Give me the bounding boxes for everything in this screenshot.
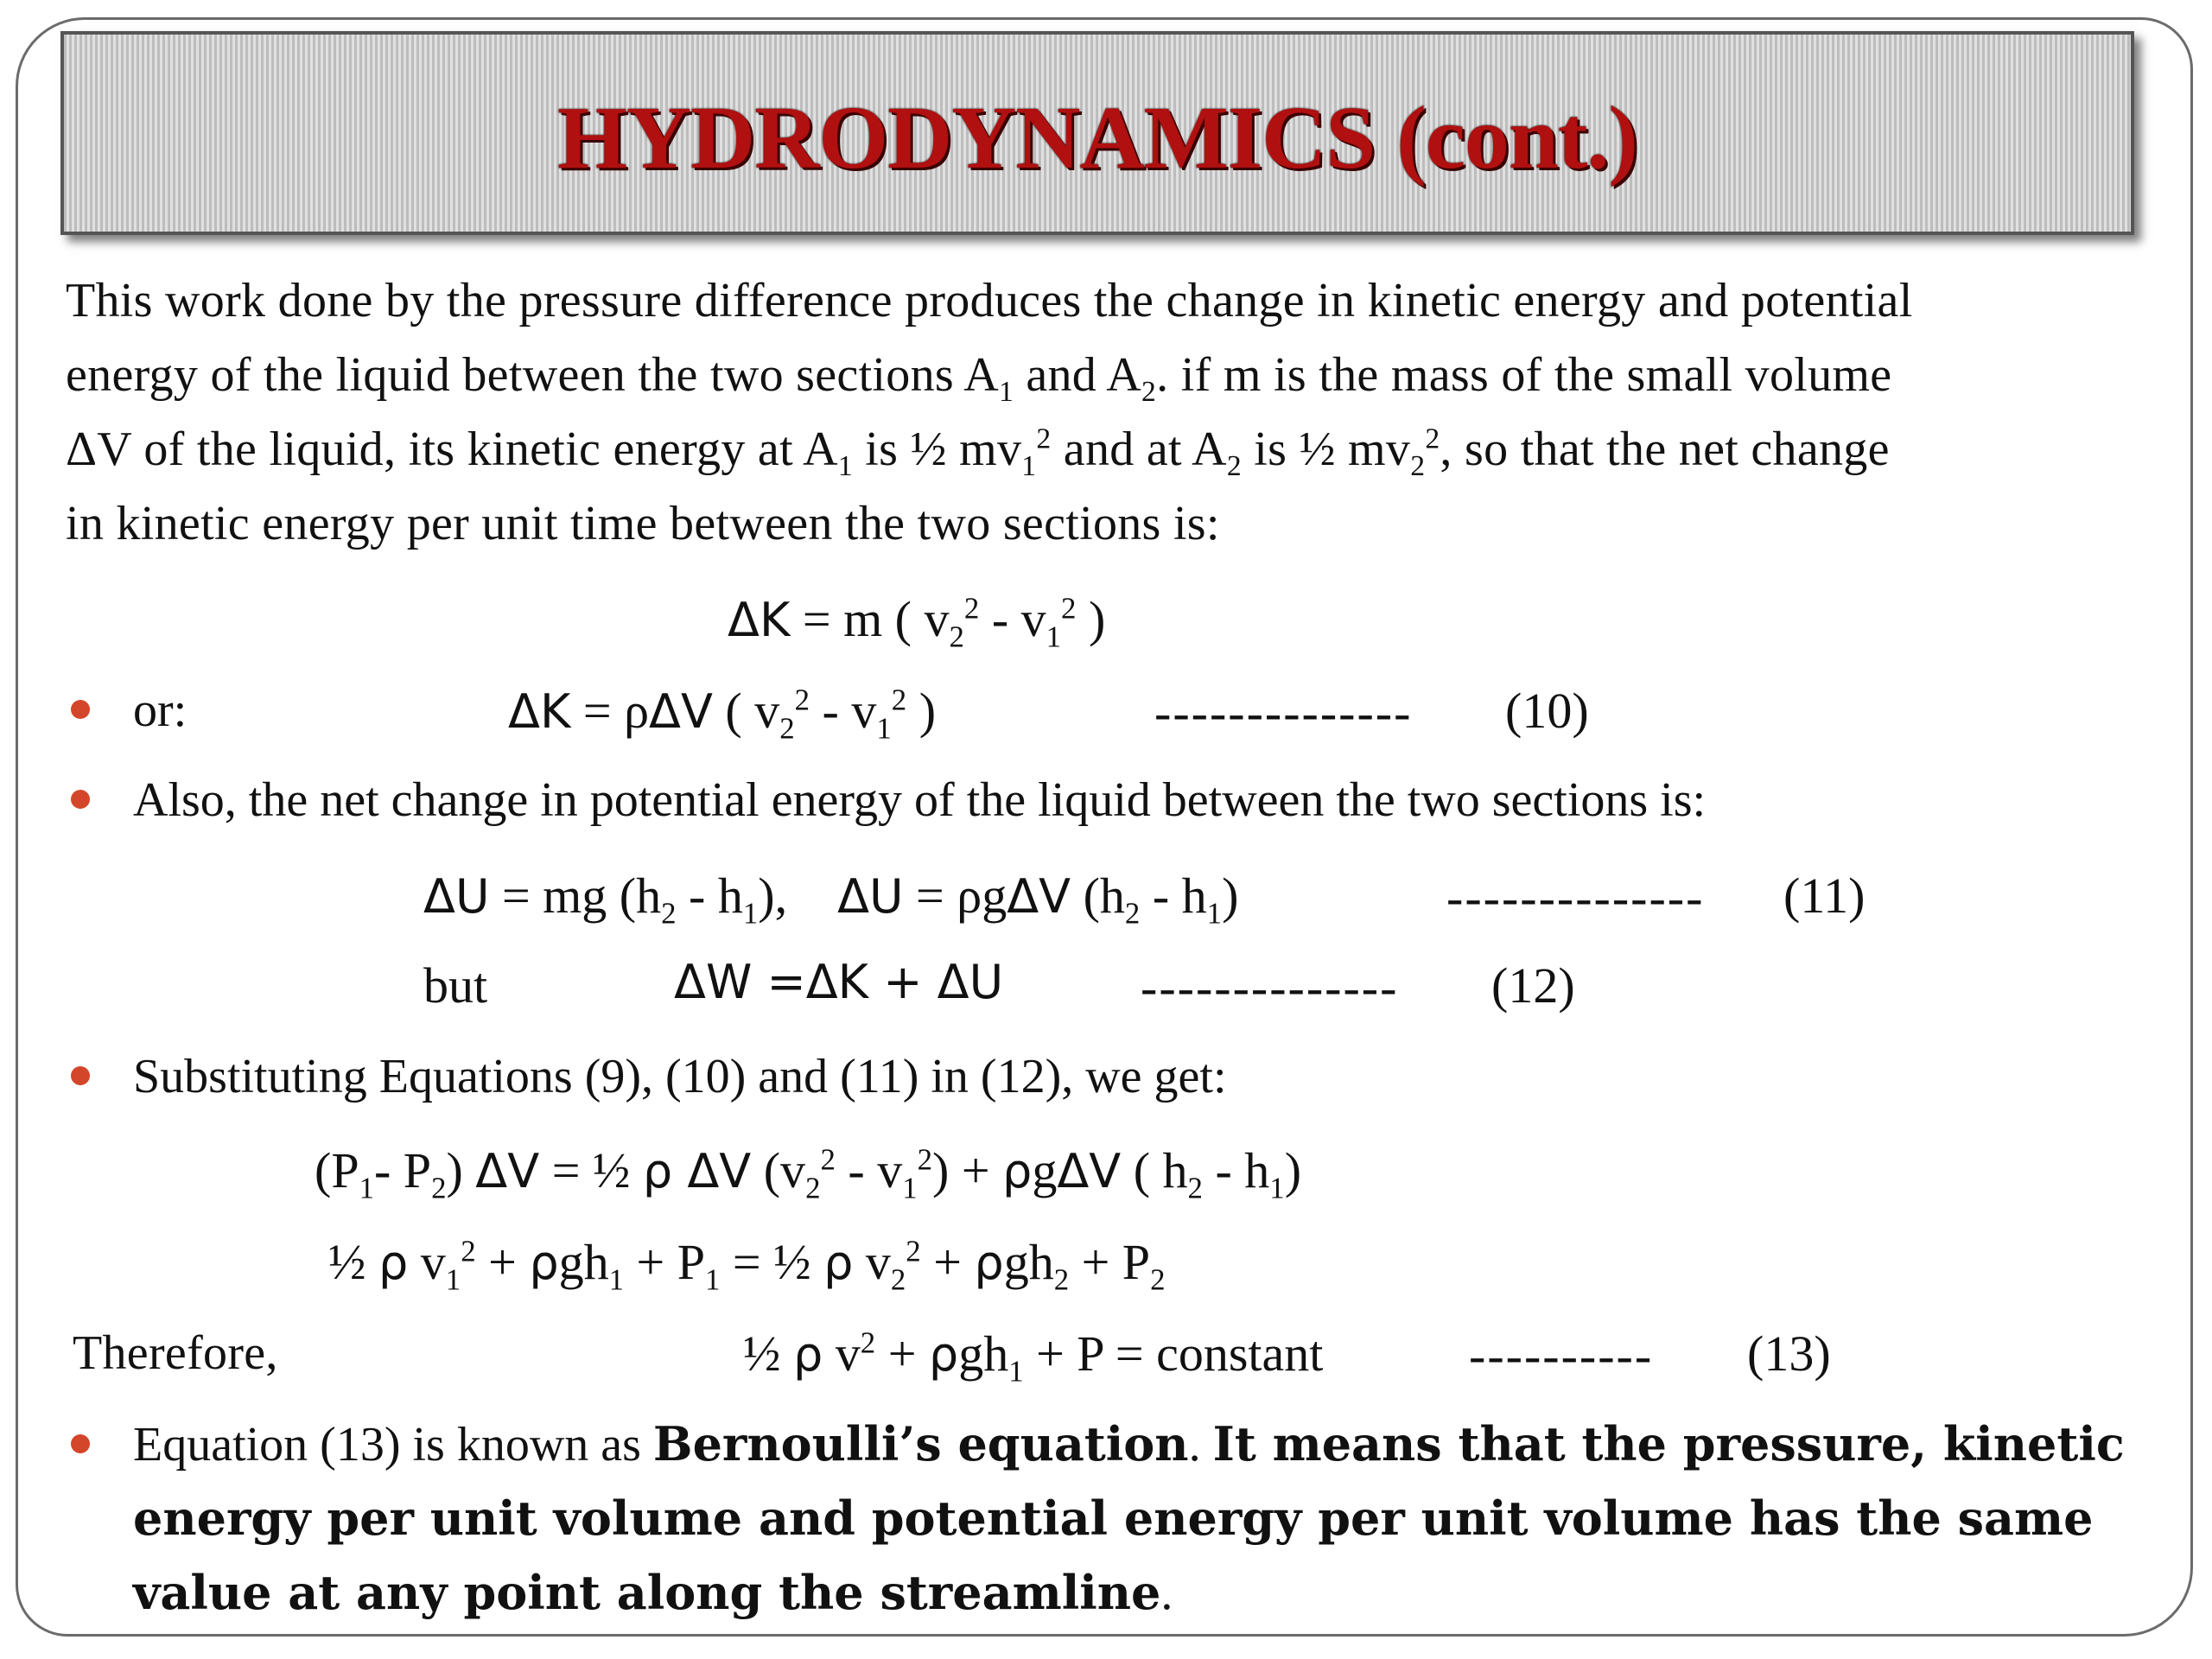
intro-line-4: in kinetic energy per unit time between the two sections is: [66, 497, 1220, 550]
equation-10-number: (10) [1505, 683, 1589, 739]
equation-12-dashes: -------------- [1141, 959, 1399, 1015]
intro-line-3: ΔV of the liquid, its kinetic energy at $A_1$ is ½ $mv_1^2$ and at $A_2$ is ½ $mv_2^2$, so that the net change [66, 423, 1890, 483]
bullet [71, 1434, 90, 1453]
bullet [71, 1066, 90, 1085]
also-line: Also, the net change in potential energy of the liquid between the two sections is: [133, 773, 1707, 827]
equation-11-dashes: -------------- [1446, 869, 1705, 925]
equation-bernoulli-expanded: ½ ρ $v_1^2 + \rho gh_1 + P_1$ = ½ ρ $v_2^2 + \rho gh_2 + P_2$ [328, 1234, 1166, 1297]
slide-frame [16, 17, 2193, 1637]
equation-13-dashes: ---------- [1469, 1327, 1654, 1383]
bullet [71, 790, 90, 809]
conclusion-line-2: energy per unit volume and potential energy per unit volume has the same [133, 1491, 2094, 1546]
conclusion-line-3: value at any point along the streamline. [133, 1565, 1173, 1620]
equation-11: ΔU = mg $(h_2 - h_1)$, ΔU = ρgΔV $(h_2 - h_1)$ [423, 868, 1239, 931]
equation-13-number: (13) [1747, 1325, 1831, 1382]
intro-line-2: energy of the liquid between the two sections $A_1$ and $A_2$. if m is the mass of the small volume [66, 348, 1892, 409]
or-label: or: [133, 683, 188, 737]
equation-10: ΔK = ρΔV ( $v_2^2 - v_1^2$ ) [508, 683, 937, 746]
equation-12-number: (12) [1491, 957, 1575, 1014]
slide-title: HYDRODYNAMICS (cont.) [556, 87, 1637, 188]
title-banner [60, 31, 2134, 235]
equation-pressure-work: ($P_1-$ $P_2$) ΔV = ½ ρ ΔV $(v_2^2 - v_1^2) + \rho g\Delta V$ ( $h_2 - h_1$) [315, 1142, 1302, 1205]
but-label: but [423, 957, 488, 1014]
equation-10-dashes: -------------- [1154, 684, 1413, 741]
equation-12: ΔW =ΔK + ΔU [674, 955, 1004, 1009]
conclusion-line-1: Equation (13) is known as Bernoulli’s equation. It means that the pressure, kinetic [133, 1416, 2125, 1471]
bullet [71, 700, 90, 719]
therefore-label: Therefore, [73, 1326, 278, 1380]
equation-13: ½ ρ $v^2 + \rho gh_1 + P$ = constant [743, 1325, 1324, 1389]
substituting-line: Substituting Equations (9), (10) and (11) in (12), we get: [133, 1050, 1227, 1103]
equation-delta-k: ΔK = m ( $v_2^2 - v_1^2$ ) [728, 591, 1106, 654]
intro-line-1: This work done by the pressure difference produces the change in kinetic energy and potential [66, 274, 1913, 327]
equation-11-number: (11) [1783, 868, 1866, 924]
